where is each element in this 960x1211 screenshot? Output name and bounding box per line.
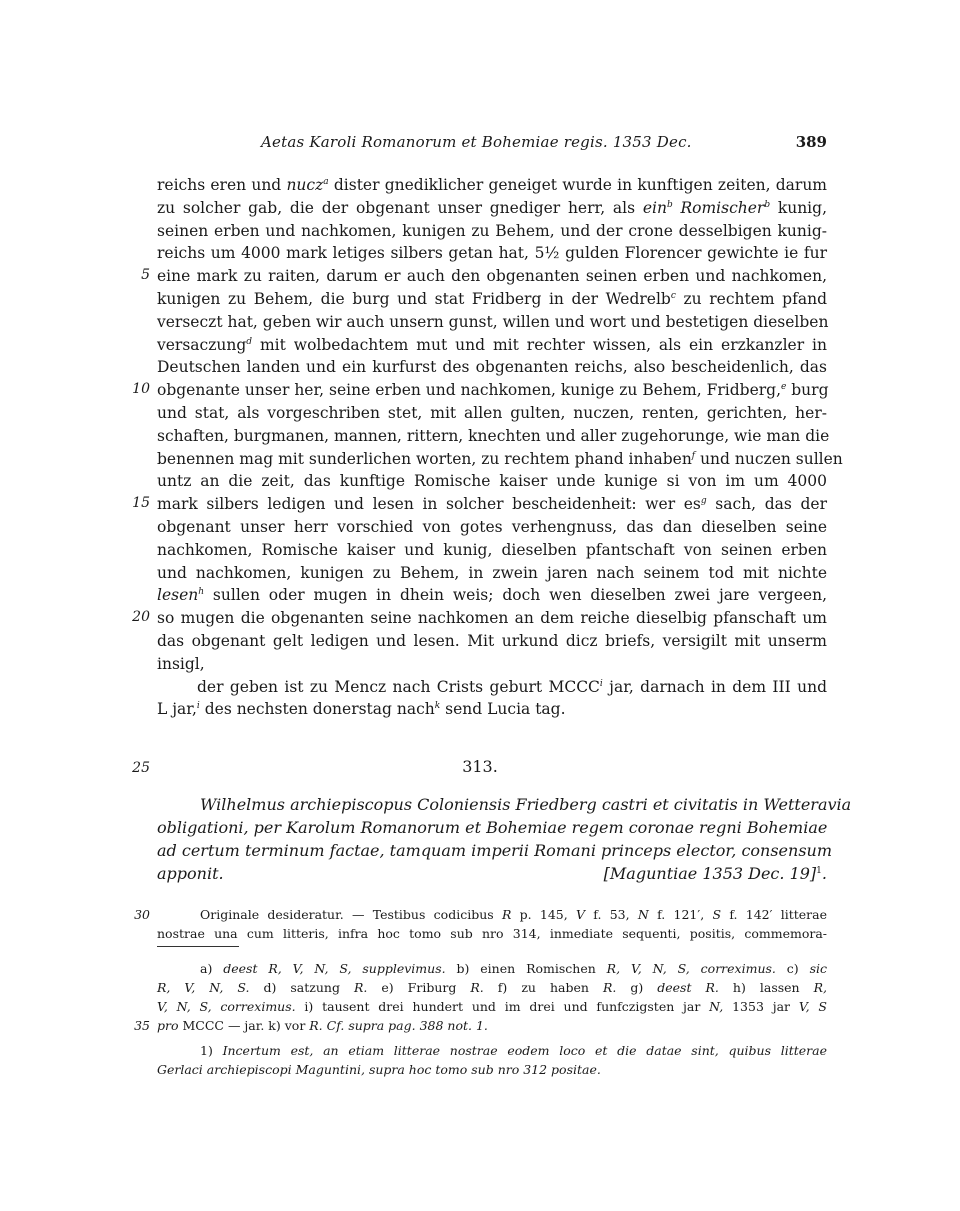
body-line: insigl, <box>157 654 205 673</box>
line-number: 30 <box>134 907 150 922</box>
body-line: mark silbers ledigen und lesen in solcher bescheidenheit: wer $es^g$ sach, das der <box>157 495 827 514</box>
body-line: lesen$^h$ sullen oder mugen in dhein weis; doch wen dieselben zwei jare vergeen, <box>157 586 827 605</box>
body-line: und nachkomen, kunigen zu Behem, in zwein jaren nach seinem tod mit nichte <box>157 563 827 582</box>
body-line: so mugen die obgenanten seine nachkomen an dem reiche dieselbig pfanschaft um <box>157 609 827 628</box>
body-line: seinen erben und nachkomen, kunigen zu Behem, und der crone desselbigen kunig- <box>157 221 827 240</box>
regest-line: ad certum terminum factae, tamquam imperii Romani princeps elector, consensum <box>157 841 833 860</box>
body-line: zu solcher gab, die der obgenant unser gnediger herr, als ein$^b$ Romischer$^b$ kunig, <box>157 198 827 217</box>
line-number: 35 <box>134 1018 150 1033</box>
body-line: obgenant unser herr vorschied von gotes verhengnuss, das dan dieselben seine <box>157 518 827 536</box>
body-line: untz an die zeit, das kunftige Romische kaiser unde kunige si von im um 4000 <box>157 472 827 491</box>
body-line: reichs um 4000 mark letiges silbers getan hat, 5½ gulden Florencer gewichte ie fur <box>157 244 827 263</box>
regest-line: obligationi, per Karolum Romanorum et Bohemiae regem coronae regni Bohemiae <box>157 818 828 837</box>
body-line: eine mark zu raiten, darum er auch den obgenanten seinen erben und nachkomen, <box>157 267 827 286</box>
line-number: 15 <box>132 495 150 511</box>
body-line: Deutschen landen und ein kurfurst des obgenanten reichs, also bescheidenlich, das <box>157 358 827 377</box>
regest-line: Wilhelmus archiepiscopus Coloniensis Friedberg castri et civitatis in Wetteravia <box>200 795 852 814</box>
line-number: 10 <box>132 381 150 397</box>
page-number: 389 <box>795 133 827 151</box>
body-line: schaften, burgmanen, mannen, rittern, knechten und aller zugehorunge, wie man die <box>157 426 830 445</box>
body-line: reichs eren und nucz$^a$ dister gnediklicher geneiget wurde in kunftigen zeiten, darum <box>157 176 827 194</box>
body-line: kunigen zu Behem, die burg und stat Fridberg in der Wedrelb$^c$ zu rechtem pfand <box>157 290 827 308</box>
line-number: 5 <box>141 267 150 283</box>
source-line: Originale desideratur. — Testibus codicibus R p. 145, V f. 53, N f. 121′, S f. 142′ litterae <box>200 907 827 922</box>
body-line: versaczung$^d$ mit wolbedachtem mut und mit rechter wissen, als ein erzkanzler in <box>157 335 827 354</box>
apparatus-line: V, N, S, correximus. i) tausent drei hundert und im drei und funfczigsten jar N, 1353 jar V, S <box>157 999 827 1014</box>
apparatus-line: R, V, N, S. d) satzung R. e) Friburg R. f) zu haben R. g) deest R. h) lassen R, <box>157 980 828 995</box>
running-header <box>157 133 827 155</box>
footnote-divider <box>157 946 239 947</box>
body-line: das obgenant gelt ledigen und lesen. Mit urkund dicz briefs, versigilt mit unserm <box>157 632 827 650</box>
apparatus-line: pro MCCC — jar. k) vor R. Cf. supra pag. 388 not. 1. <box>157 1018 488 1033</box>
regest-date: [Maguntiae 1353 Dec. 19]$^1$. <box>603 864 827 883</box>
body-line: L jar,$^i$ des nechsten donerstag nach$^k$ send Lucia tag. <box>157 700 566 719</box>
document-number: 313. <box>462 757 498 776</box>
running-title: Aetas Karoli Romanorum et Bohemiae regis. 1353 Dec. <box>261 133 692 151</box>
footnote-line: Gerlaci archiepiscopi Maguntini, supra hoc tomo sub nro 312 positae. <box>157 1062 601 1077</box>
body-line: der geben ist zu Mencz nach Crists geburt MCCC$^i$ jar, darnach in dem III und <box>197 677 827 696</box>
apparatus-line: a) deest R, V, N, S, supplevimus. b) einen Romischen R, V, N, S, correximus. c) sic <box>200 961 827 976</box>
footnote-line: 1) Incertum est, an etiam litterae nostrae eodem loco et die datae sint, quibus litterae <box>200 1043 827 1058</box>
line-number: 25 <box>132 760 150 776</box>
regest-line: apponit. [Maguntiae 1353 Dec. 19]$^1$. <box>157 864 827 883</box>
body-line: benennen mag mit sunderlichen worten, zu rechtem phand inhaben$^f$ und nuczen sullen <box>157 449 843 468</box>
body-line: obgenante unser her, seine erben und nachkomen, kunige zu Behem, Fridberg,$^e$ burg <box>157 381 829 400</box>
body-line: und stat, als vorgeschriben stet, mit allen gulten, nuczen, renten, gerichten, her- <box>157 404 827 422</box>
body-line: nachkomen, Romische kaiser und kunig, dieselben pfantschaft von seinen erben <box>157 540 827 559</box>
source-line: nostrae una cum litteris, infra hoc tomo sub nro 314, inmediate sequenti, positis, commemora- <box>157 926 827 941</box>
line-number: 20 <box>132 609 150 625</box>
body-line: verseczt hat, geben wir auch unsern gunst, willen und wort und bestetigen dieselben <box>157 312 829 331</box>
